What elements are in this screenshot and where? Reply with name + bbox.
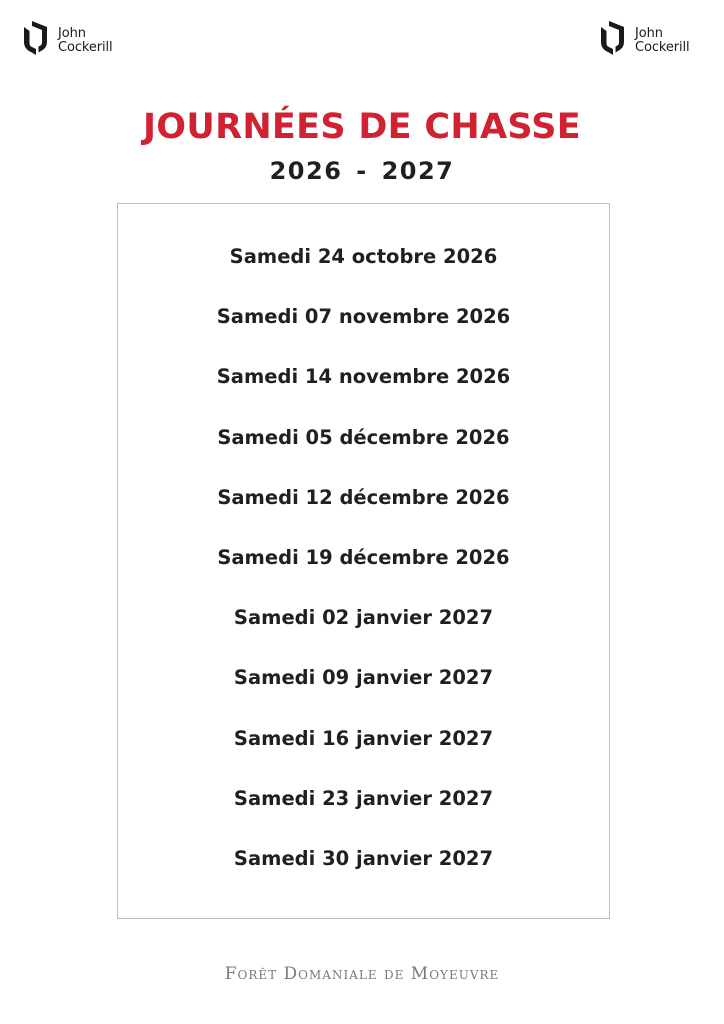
date-item: Samedi 24 octobre 2026: [229, 245, 498, 268]
logo-text: [635, 27, 690, 55]
date-item: Samedi 09 janvier 2027: [233, 666, 494, 690]
season-years: 2026 - 2027: [269, 157, 455, 185]
date-item: Samedi 02 janvier 2027: [233, 606, 494, 630]
logo-line-cockerill: Cockerill: [58, 40, 113, 55]
hunting-dates-box: [117, 203, 610, 919]
logo-text: [58, 27, 113, 55]
date-item: Samedi 19 décembre 2026: [217, 545, 510, 569]
john-cockerill-logo-right: [598, 18, 690, 58]
footer-location: Forêt Domaniale de Moyeuvre: [224, 964, 500, 984]
john-cockerill-logo-icon: [21, 18, 51, 58]
date-item: Samedi 05 décembre 2026: [217, 425, 510, 449]
date-item: Samedi 12 décembre 2026: [217, 485, 510, 509]
date-item: Samedi 30 janvier 2027: [233, 846, 494, 870]
page-title: JOURNÉES DE CHASSE: [142, 107, 581, 147]
logo-line-cockerill: Cockerill: [635, 40, 690, 55]
date-item: Samedi 14 novembre 2026: [216, 365, 511, 389]
date-item: Samedi 07 novembre 2026: [216, 305, 511, 329]
logo-line-john: John: [635, 26, 663, 41]
hunting-dates-list: [118, 239, 609, 901]
john-cockerill-logo-icon: [598, 18, 628, 58]
date-item: Samedi 23 janvier 2027: [233, 786, 494, 810]
logo-line-john: John: [58, 26, 86, 41]
john-cockerill-logo-left: [21, 18, 113, 58]
date-item: Samedi 16 janvier 2027: [233, 726, 494, 750]
